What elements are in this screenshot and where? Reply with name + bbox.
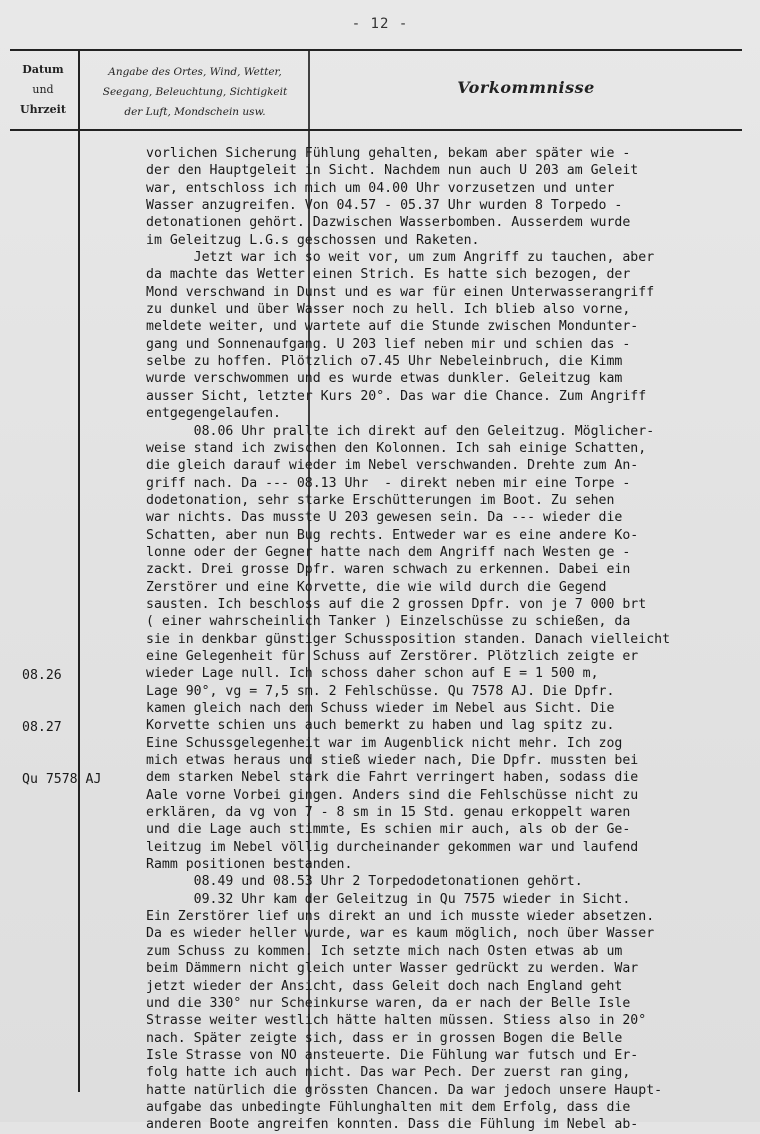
text-line: da machte das Wetter einen Strich. Es hatte sich bezogen, der	[146, 267, 631, 283]
text-line: jetzt wieder der Ansicht, dass Geleit doch nach England geht	[146, 978, 623, 994]
text-line: anderen Boote angreifen konnten. Dass die Fühlung im Nebel ab-	[146, 1117, 639, 1133]
text-line: selbe zu hoffen. Plötzlich o7.45 Uhr Nebeleinbruch, die Kimm	[146, 354, 623, 370]
header-top-rule	[10, 49, 742, 51]
text-line: kamen gleich nach dem Schuss wieder im Nebel aus Sicht. Die	[146, 701, 615, 716]
text-line: wieder Lage null. Ich schoss daher schon auf E = 1 500 m,	[146, 666, 599, 682]
text-line: Zerstörer und eine Korvette, die wie wild durch die Gegend	[146, 579, 607, 595]
text-line: 08.06 Uhr prallte ich direkt auf den Geleitzug. Möglicher-	[146, 423, 655, 439]
text-line: lonne oder der Gegner hatte nach dem Angriff nach Westen ge -	[146, 544, 631, 560]
column-divider-datum	[78, 50, 80, 1092]
text-line: Schatten, aber nun Bug rechts. Entweder war es eine andere Ko-	[146, 527, 639, 543]
text-line: gang und Sonnenaufgang. U 203 lief neben mir und schien das -	[146, 336, 631, 352]
text-line: zu dunkel und über Wasser noch zu hell. Ich blieb also vorne,	[146, 302, 631, 318]
text-line: Ein Zerstörer lief uns direkt an und ich musste wieder absetzen.	[146, 909, 655, 925]
text-line: nach. Später zeigte sich, dass er in grossen Bogen die Belle	[146, 1030, 623, 1046]
text-line: entgegengelaufen.	[146, 406, 281, 422]
text-line: Wasser anzugreifen. Von 04.57 - 05.37 Uhr wurden 8 Torpedo -	[146, 198, 623, 214]
text-line: Da es wieder heller wurde, war es kaum möglich, noch über Wasser	[146, 926, 655, 942]
text-line: Strasse weiter westlich hätte halten müssen. Stiess also in 20°	[146, 1013, 647, 1029]
text-line: Mond verschwand in Dunst und es war für einen Unterwasserangriff	[146, 284, 655, 300]
datum-entry: 08.27	[22, 719, 62, 735]
text-line: war, entschloss ich mich um 04.00 Uhr vorzusetzen und unter	[146, 180, 615, 196]
header-datum: Datum und Uhrzeit	[20, 63, 66, 116]
text-line: griff nach. Da --- 08.13 Uhr - direkt neben mir eine Torpe -	[146, 475, 631, 491]
text-line: meldete weiter, und wartete auf die Stunde zwischen Mondunter-	[146, 319, 639, 335]
text-line: dodetonation, sehr starke Erschütterungen im Boot. Zu sehen	[146, 492, 615, 508]
text-line: hatte natürlich die grössten Chancen. Da war jedoch unsere Haupt-	[146, 1082, 663, 1098]
text-line: aufgabe das unbedingte Fühlunghalten mit dem Erfolg, dass die	[146, 1099, 631, 1115]
text-line: im Geleitzug L.G.s geschossen und Raketen.	[146, 232, 480, 248]
text-line: wurde verschwommen und es wurde etwas dunkler. Geleitzug kam	[146, 371, 623, 387]
text-line: beim Dämmern nicht gleich unter Wasser gedrückt zu werden. War	[146, 961, 639, 977]
text-line: zackt. Drei grosse Dpfr. waren schwach zu erkennen. Dabei ein	[146, 562, 631, 578]
vorkommnisse-text	[146, 145, 746, 1134]
datum-entry: 08.26	[22, 667, 62, 683]
text-line: Korvette schien uns auch bemerkt zu haben und lag spitz zu.	[146, 718, 615, 734]
text-line: Jetzt war ich so weit vor, um zum Angriff zu tauchen, aber	[146, 250, 655, 266]
text-line: ( einer wahrscheinlich Tanker ) Einzelschüsse zu schießen, da	[146, 614, 631, 630]
text-line: Ramm positionen bestanden.	[146, 857, 353, 873]
text-line: zum Schuss zu kommen. Ich setzte mich nach Osten etwas ab um	[146, 943, 623, 959]
text-line: 09.32 Uhr kam der Geleitzug in Qu 7575 wieder in Sicht.	[146, 891, 631, 907]
text-line: die gleich darauf wieder im Nebel verschwanden. Drehte zum An-	[146, 458, 639, 474]
text-line: dem starken Nebel stark die Fahrt verringert haben, sodass die	[146, 770, 639, 786]
text-line: weise stand ich zwischen den Kolonnen. Ich sah einige Schatten,	[146, 440, 647, 456]
text-line: detonationen gehört. Dazwischen Wasserbomben. Ausserdem wurde	[146, 215, 631, 231]
text-line: war nichts. Das musste U 203 gewesen sein. Da --- wieder die	[146, 510, 623, 526]
text-line: folg hatte ich auch nicht. Das war Pech. Der zuerst ran ging,	[146, 1065, 631, 1081]
text-line: Isle Strasse von NO ansteuerte. Die Fühlung war futsch und Er-	[146, 1047, 639, 1063]
text-line: Lage 90°, vg = 7,5 sm. 2 Fehlschüsse. Qu 7578 AJ. Die Dpfr.	[146, 683, 615, 699]
header-angabe: Angabe des Ortes, Wind, Wetter, Seegang, Beleuchtung, Sichtigkeit der Luft, Mondschein usw.	[102, 66, 288, 118]
text-line: und die 330° nur Scheinkurse waren, da er nach der Belle Isle	[146, 995, 631, 1011]
text-line: erklären, da vg von 7 - 8 sm in 15 Std. genau erkoppelt waren	[146, 805, 631, 821]
header-vorkommnisse: Vorkommnisse	[457, 78, 595, 97]
header-bottom-rule	[10, 129, 742, 131]
text-line: Eine Schussgelegenheit war im Augenblick nicht mehr. Ich zog	[146, 735, 623, 751]
text-line: und die Lage auch stimmte, Es schien mir auch, als ob der Ge-	[146, 822, 631, 838]
datum-entries	[22, 632, 132, 823]
text-line: leitzug im Nebel völlig durcheinander gekommen war und laufend	[146, 839, 639, 855]
text-line: vorlichen Sicherung Fühlung gehalten, bekam aber später wie -	[146, 146, 631, 161]
text-line: 08.49 und 08.53 Uhr 2 Torpedodetonationen gehört.	[146, 874, 583, 890]
text-line: ausser Sicht, letzter Kurs 20°. Das war die Chance. Zum Angriff	[146, 388, 647, 404]
text-line: der den Hauptgeleit in Sicht. Nachdem nun auch U 203 am Geleit	[146, 163, 639, 179]
text-line: eine Gelegenheit für Schuss auf Zerstörer. Plötzlich zeigte er	[146, 648, 639, 664]
text-line: Aale vorne Vorbei gingen. Anders sind die Fehlschüsse nicht zu	[146, 787, 639, 803]
page-number: - 12 -	[351, 16, 409, 32]
text-line: sie in denkbar günstiger Schussposition standen. Danach vielleicht	[146, 631, 671, 647]
text-line: mich etwas heraus und stieß wieder nach, Die Dpfr. mussten bei	[146, 753, 639, 769]
text-line: sausten. Ich beschloss auf die 2 grossen Dpfr. von je 7 000 brt	[146, 596, 647, 612]
datum-entry: Qu 7578 AJ	[22, 771, 102, 787]
